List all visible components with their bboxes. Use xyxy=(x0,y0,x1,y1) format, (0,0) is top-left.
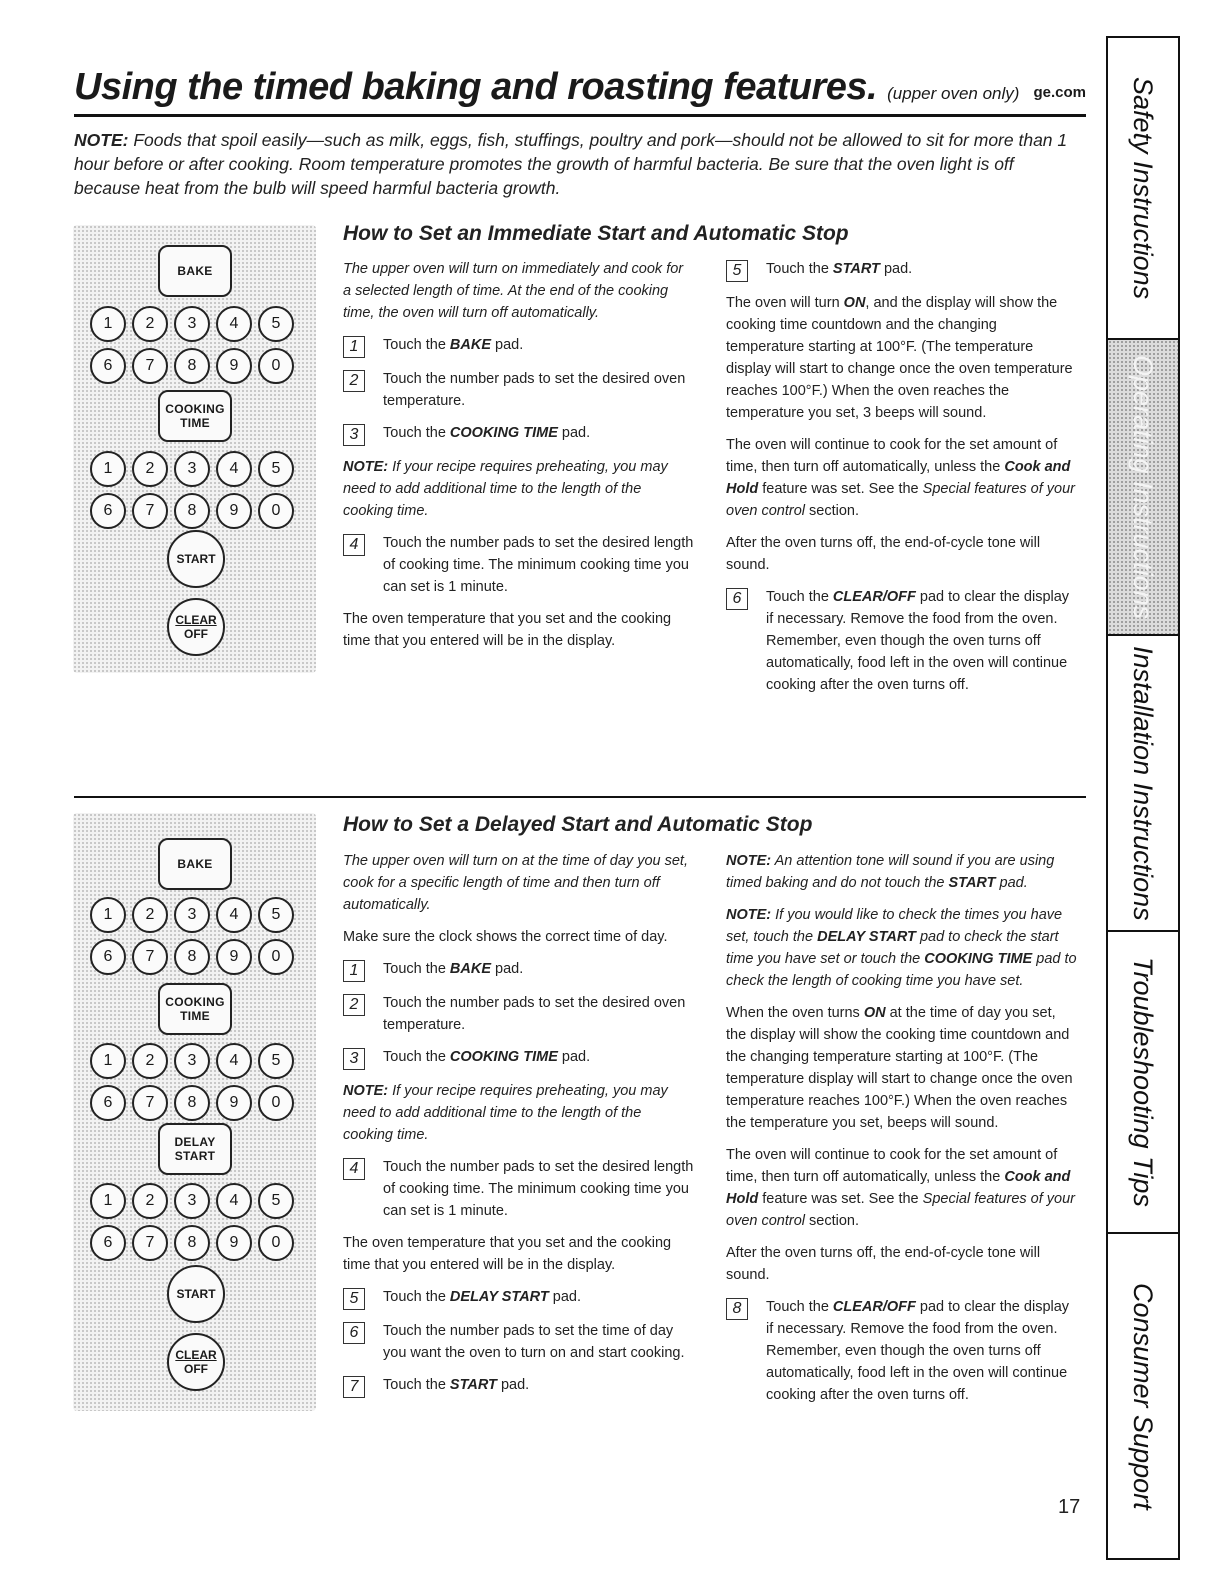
continue-paragraph: The oven will continue to cook for the set amount of time, then turn off automatically, unless the Cook and Hold feature was set. See the Special features of your oven control section. xyxy=(726,437,1075,519)
page-title xyxy=(74,66,1019,109)
cooking-time-pad-label-bottom: TIME xyxy=(180,416,210,430)
step-item xyxy=(343,992,695,1036)
digit-pad[interactable]: 4 xyxy=(216,1183,252,1219)
number-pads xyxy=(90,1183,296,1261)
digit-pad[interactable]: 1 xyxy=(90,1183,126,1219)
step-item: 1 Touch the BAKE pad. xyxy=(343,334,695,358)
step-item: 3 Touch the COOKING TIME pad. xyxy=(343,422,695,446)
digit-pad[interactable]: 9 xyxy=(216,1085,252,1121)
step-number: 1 xyxy=(343,960,365,982)
number-pads xyxy=(90,306,296,384)
step-item: 5 Touch the START pad. xyxy=(726,258,1078,282)
tab-label: Operating Instructions xyxy=(1128,354,1158,620)
start-pad[interactable] xyxy=(167,530,225,588)
digit-pad[interactable]: 5 xyxy=(258,1183,294,1219)
step-text: Touch the number pads to set the desired oven temperature. xyxy=(383,995,686,1033)
tab-label: Safety Instructions xyxy=(1128,76,1158,300)
section2-column-left xyxy=(343,850,695,1408)
cooking-time-pad[interactable] xyxy=(158,983,232,1035)
digit-pad[interactable]: 7 xyxy=(132,1085,168,1121)
clear-off-pad-label-bottom: OFF xyxy=(184,627,208,641)
clear-off-pad-label-top: CLEAR xyxy=(175,1348,217,1362)
number-pads xyxy=(90,451,296,529)
section-title-immediate: How to Set an Immediate Start and Automatic Stop xyxy=(343,222,849,245)
digit-pad[interactable]: 5 xyxy=(258,306,294,342)
tab-troubleshooting-tips[interactable] xyxy=(1108,932,1178,1234)
oven-on-paragraph: When the oven turns ON at the time of day you set, the display will show the cooking time countdown and the changing temperature starting at 100°F. (The temperature display will start to change once the oven temperature reaches 100°F.) When the oven reaches the temperature you set, beeps will sound. xyxy=(726,1005,1073,1131)
step-number: 8 xyxy=(726,1298,748,1320)
step-number: 5 xyxy=(343,1288,365,1310)
digit-pad[interactable]: 2 xyxy=(132,1043,168,1079)
delay-start-pad-label-bottom: START xyxy=(174,1149,216,1163)
digit-pad[interactable]: 7 xyxy=(132,348,168,384)
tab-operating-instructions[interactable] xyxy=(1108,340,1178,636)
section2-column-right xyxy=(726,850,1078,1416)
cooking-time-pad[interactable] xyxy=(158,390,232,442)
note-text: Foods that spoil easily—such as milk, eggs, fish, stuffings, poultry and pork—should not be allowed to sit for more than 1 hour before or after cooking. Room temperature promotes the growth of harmful bacteria. Be sure that the oven light is off because heat from the bulb will speed harmful bacteria growth. xyxy=(74,130,1068,198)
tab-label: Installation Instructions xyxy=(1128,645,1158,921)
digit-pad[interactable]: 8 xyxy=(174,939,210,975)
digit-pad[interactable]: 6 xyxy=(90,1085,126,1121)
bake-pad-label: BAKE xyxy=(177,264,213,278)
clear-off-pad[interactable] xyxy=(167,1333,225,1391)
preheat-note: NOTE: If your recipe requires preheating, you may need to add additional time to the length of the cooking time. xyxy=(343,459,668,519)
digit-pad[interactable]: 3 xyxy=(174,897,210,933)
digit-pad[interactable]: 3 xyxy=(174,451,210,487)
digit-pad[interactable]: 6 xyxy=(90,1225,126,1261)
digit-pad[interactable]: 5 xyxy=(258,451,294,487)
digit-pad[interactable]: 9 xyxy=(216,493,252,529)
step-item: 1 Touch the BAKE pad. xyxy=(343,958,695,982)
digit-pad[interactable]: 7 xyxy=(132,1225,168,1261)
digit-pad[interactable]: 7 xyxy=(132,493,168,529)
step-number: 2 xyxy=(343,370,365,392)
digit-pad[interactable]: 4 xyxy=(216,306,252,342)
digit-pad[interactable]: 4 xyxy=(216,451,252,487)
page-title-text: Using the timed baking and roasting features. xyxy=(74,66,878,108)
step-number: 4 xyxy=(343,534,365,556)
step-item xyxy=(343,1156,695,1222)
oven-on-paragraph: The oven will turn ON, and the display will show the cooking time countdown and the changing temperature starting at 100°F. (The temperature display will start to change once the oven temperature reaches 100°F.) When the oven reaches the temperature you set, 3 beeps will sound. xyxy=(726,295,1073,421)
delay-start-pad[interactable] xyxy=(158,1123,232,1175)
digit-pad[interactable]: 7 xyxy=(132,939,168,975)
clear-off-pad[interactable] xyxy=(167,598,225,656)
digit-pad[interactable]: 4 xyxy=(216,1043,252,1079)
display-info: The oven temperature that you set and the cooking time that you entered will be in the display. xyxy=(343,1235,672,1273)
step-item xyxy=(343,1320,695,1364)
step-number: 4 xyxy=(343,1158,365,1180)
step-number: 7 xyxy=(343,1376,365,1398)
cooking-time-pad-label-top: COOKING xyxy=(165,995,225,1009)
digit-pad[interactable]: 9 xyxy=(216,1225,252,1261)
digit-pad[interactable]: 3 xyxy=(174,1043,210,1079)
attention-tone-note: NOTE: An attention tone will sound if you are using timed baking and do not touch the START pad. xyxy=(726,853,1055,891)
check-times-note: NOTE: If you would like to check the times you have set, touch the DELAY START pad to check the start time you have set or touch the COOKING TIME pad to check the length of cooking time you have set. xyxy=(726,907,1077,989)
section2-intro: The upper oven will turn on at the time of day you set, cook for a specific length of time and then turn off automatically. xyxy=(343,853,688,913)
tab-consumer-support[interactable] xyxy=(1108,1234,1178,1558)
start-pad-label: START xyxy=(176,1287,216,1301)
digit-pad[interactable]: 2 xyxy=(132,451,168,487)
clear-off-pad-label-bottom: OFF xyxy=(184,1362,208,1376)
step-item: 8 Touch the CLEAR/OFF pad to clear the display if necessary. Remove the food from the oven. Remember, even though the oven turns off automatically, food left in the oven will continue cooking after the oven turns off. xyxy=(726,1296,1078,1406)
digit-pad[interactable]: 6 xyxy=(90,348,126,384)
digit-pad[interactable]: 8 xyxy=(174,493,210,529)
section-divider xyxy=(74,796,1086,798)
step-number: 5 xyxy=(726,260,748,282)
site-link[interactable]: ge.com xyxy=(1033,84,1086,101)
step-number: 6 xyxy=(343,1322,365,1344)
digit-pad[interactable]: 0 xyxy=(258,348,294,384)
control-panel-immediate xyxy=(73,225,316,673)
digit-pad[interactable]: 1 xyxy=(90,1043,126,1079)
step-number: 3 xyxy=(343,424,365,446)
step-number: 1 xyxy=(343,336,365,358)
end-tone-paragraph: After the oven turns off, the end-of-cycle tone will sound. xyxy=(726,1245,1041,1283)
step-number: 2 xyxy=(343,994,365,1016)
cooking-time-pad-label-top: COOKING xyxy=(165,402,225,416)
digit-pad[interactable]: 8 xyxy=(174,1085,210,1121)
tab-safety-instructions[interactable] xyxy=(1108,38,1178,340)
digit-pad[interactable]: 3 xyxy=(174,306,210,342)
digit-pad[interactable]: 8 xyxy=(174,348,210,384)
tab-installation-instructions[interactable] xyxy=(1108,636,1178,932)
digit-pad[interactable]: 1 xyxy=(90,306,126,342)
side-tabs xyxy=(1106,36,1180,1560)
digit-pad[interactable]: 8 xyxy=(174,1225,210,1261)
control-panel-delayed xyxy=(73,813,316,1411)
bake-pad[interactable] xyxy=(158,245,232,297)
digit-pad[interactable]: 0 xyxy=(258,493,294,529)
step-text: Touch the number pads to set the desired oven temperature. xyxy=(383,371,686,409)
step-item: 7 Touch the START pad. xyxy=(343,1374,695,1398)
step-item: 3 Touch the COOKING TIME pad. xyxy=(343,1046,695,1070)
digit-pad[interactable]: 5 xyxy=(258,897,294,933)
start-pad[interactable] xyxy=(167,1265,225,1323)
digit-pad[interactable]: 6 xyxy=(90,493,126,529)
delay-start-pad-label-top: DELAY xyxy=(174,1135,216,1149)
number-pads xyxy=(90,897,296,975)
number-pads xyxy=(90,1043,296,1121)
step-text: Touch the number pads to set the desired length of cooking time. The minimum cooking time you can set is 1 minute. xyxy=(383,1159,694,1219)
display-info: The oven temperature that you set and the cooking time that you entered will be in the display. xyxy=(343,611,672,649)
step-item xyxy=(343,368,695,412)
step-text: Touch the number pads to set the desired length of cooking time. The minimum cooking time you can set is 1 minute. xyxy=(383,535,694,595)
clear-off-pad-label-top: CLEAR xyxy=(175,613,217,627)
section1-column-right xyxy=(726,258,1078,706)
title-rule xyxy=(74,114,1086,117)
preheat-note: NOTE: If your recipe requires preheating, you may need to add additional time to the length of the cooking time. xyxy=(343,1083,668,1143)
bake-pad-label: BAKE xyxy=(177,857,213,871)
page-header xyxy=(74,62,1086,122)
digit-pad[interactable]: 4 xyxy=(216,897,252,933)
digit-pad[interactable]: 1 xyxy=(90,897,126,933)
digit-pad[interactable]: 0 xyxy=(258,1085,294,1121)
step-item: 6 Touch the CLEAR/OFF pad to clear the display if necessary. Remove the food from the oven. Remember, even though the oven turns off automatically, food left in the oven will continue cooking after the oven turns off. xyxy=(726,586,1078,696)
food-safety-note xyxy=(74,128,1074,200)
digit-pad[interactable]: 2 xyxy=(132,1183,168,1219)
page-subtitle: (upper oven only) xyxy=(887,84,1020,103)
step-text: Touch the number pads to set the time of day you want the oven to turn on and start cooking. xyxy=(383,1323,685,1361)
section1-intro: The upper oven will turn on immediately and cook for a selected length of time. At the end of the cooking time, the oven will turn off automatically. xyxy=(343,261,684,321)
start-pad-label: START xyxy=(176,552,216,566)
page-number: 17 xyxy=(1058,1496,1081,1518)
section1-column-left xyxy=(343,258,695,662)
digit-pad[interactable]: 9 xyxy=(216,348,252,384)
step-item: 5 Touch the DELAY START pad. xyxy=(343,1286,695,1310)
section-title-delayed: How to Set a Delayed Start and Automatic Stop xyxy=(343,813,813,836)
cooking-time-pad-label-bottom: TIME xyxy=(180,1009,210,1023)
step-number: 6 xyxy=(726,588,748,610)
bake-pad[interactable] xyxy=(158,838,232,890)
digit-pad[interactable]: 0 xyxy=(258,1225,294,1261)
digit-pad[interactable]: 2 xyxy=(132,306,168,342)
clock-reminder: Make sure the clock shows the correct time of day. xyxy=(343,929,668,945)
digit-pad[interactable]: 9 xyxy=(216,939,252,975)
note-label: NOTE: xyxy=(74,130,129,150)
tab-label: Troubleshooting Tips xyxy=(1128,957,1158,1207)
tab-label: Consumer Support xyxy=(1128,1282,1158,1510)
digit-pad[interactable]: 5 xyxy=(258,1043,294,1079)
end-tone-paragraph: After the oven turns off, the end-of-cycle tone will sound. xyxy=(726,535,1041,573)
digit-pad[interactable]: 2 xyxy=(132,897,168,933)
digit-pad[interactable]: 3 xyxy=(174,1183,210,1219)
step-number: 3 xyxy=(343,1048,365,1070)
continue-paragraph: The oven will continue to cook for the set amount of time, then turn off automatically, unless the Cook and Hold feature was set. See the Special features of your oven control section. xyxy=(726,1147,1075,1229)
digit-pad[interactable]: 1 xyxy=(90,451,126,487)
digit-pad[interactable]: 0 xyxy=(258,939,294,975)
digit-pad[interactable]: 6 xyxy=(90,939,126,975)
step-item xyxy=(343,532,695,598)
